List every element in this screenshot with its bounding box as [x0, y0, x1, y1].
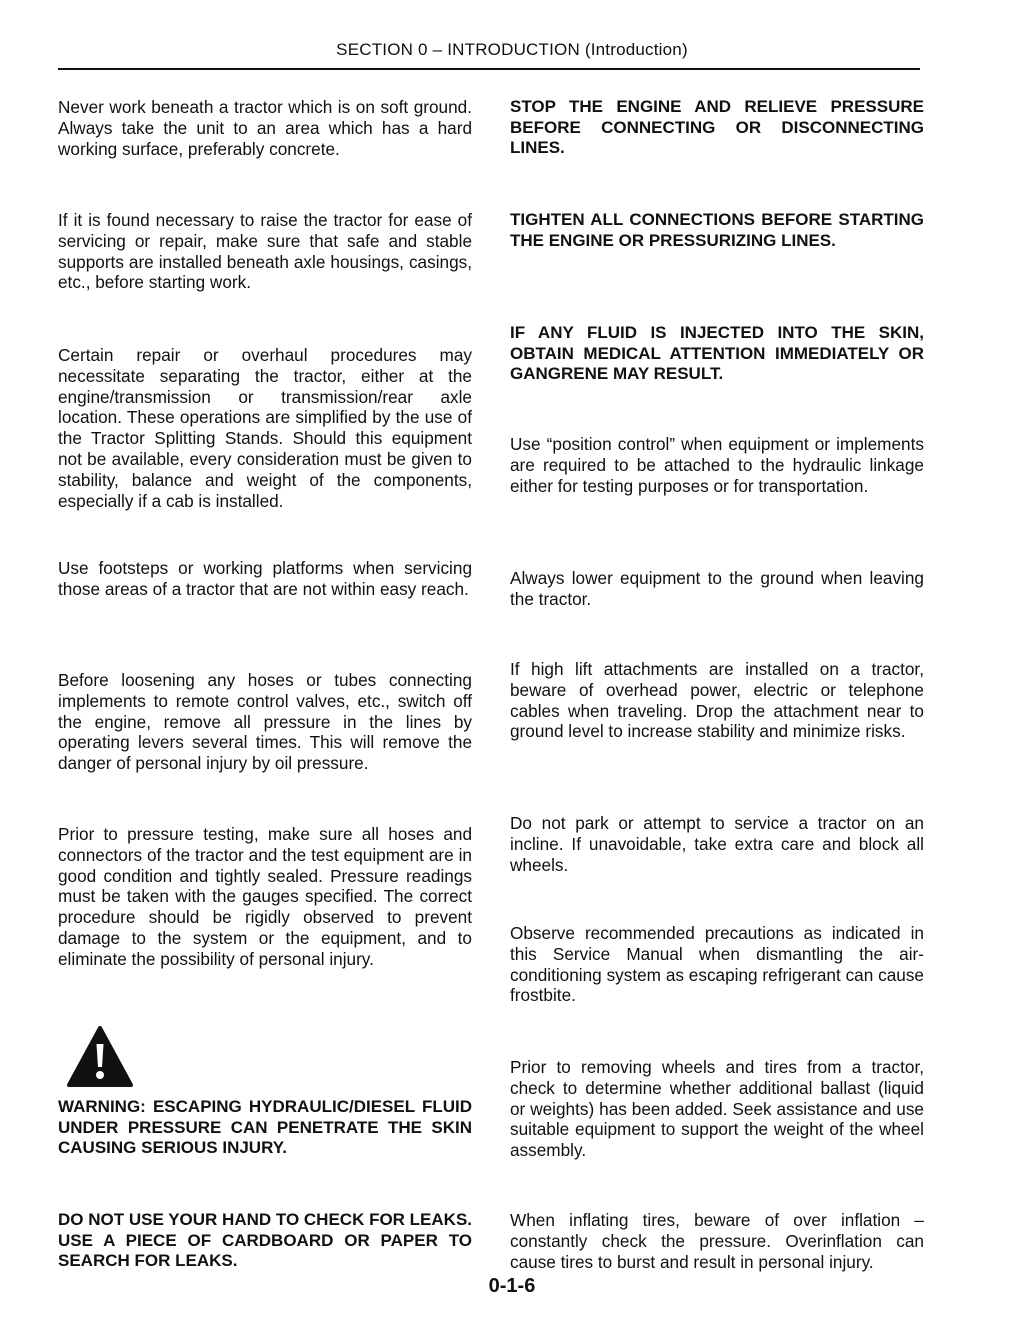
- leak-check-warning: DO NOT USE YOUR HAND TO CHECK FOR LEAKS. USE A PIECE OF CARDBOARD OR PAPER TO SEARCH FOR LEAKS.: [58, 1210, 473, 1271]
- paragraph-pressure-testing: Prior to pressure testing, make sure all hoses and connectors of the tractor and the test equipment are in good condition and tightly sealed. Pressure readings must be taken with the gauges specified. The correct procedure should be rigidly observed to prevent damage to the system or the equipment, and to eliminate the possibility of personal injury.: [58, 824, 472, 969]
- header-rule: [58, 68, 920, 70]
- paragraph-tire-inflation: When inflating tires, beware of over inflation – constantly check the pressure. Overinflation can cause tires to burst and result in personal injury.: [510, 1210, 924, 1272]
- section-header: SECTION 0 – INTRODUCTION (Introduction): [336, 40, 688, 59]
- page-number: 0-1-6: [488, 1275, 536, 1297]
- fluid-injection-warning: IF ANY FLUID IS INJECTED INTO THE SKIN, OBTAIN MEDICAL ATTENTION IMMEDIATELY OR GANGRENE MAY RESULT.: [510, 323, 924, 384]
- paragraph-loosening-hoses: Before loosening any hoses or tubes connecting implements to remote control valves, etc., switch off the engine, remove all pressure in the lines by operating levers several times. This will remove the danger of personal injury by oil pressure.: [58, 670, 472, 774]
- paragraph-high-lift: If high lift attachments are installed on a tractor, beware of overhead power, electric or telephone cables when traveling. Drop the attachment near to ground level to increase stability and minimize risks.: [510, 659, 924, 742]
- paragraph-footsteps: Use footsteps or working platforms when servicing those areas of a tractor that are not within easy reach.: [58, 558, 472, 599]
- paragraph-position-control: Use “position control” when equipment or implements are required to be attached to the hydraulic linkage either for testing purposes or for transportation.: [510, 434, 924, 496]
- paragraph-incline: Do not park or attempt to service a tractor on an incline. If unavoidable, take extra care and block all wheels.: [510, 813, 924, 875]
- paragraph-air-conditioning: Observe recommended precautions as indicated in this Service Manual when dismantling the air-conditioning system as escaping refrigerant can cause frostbite.: [510, 923, 924, 1006]
- tighten-connections-warning: TIGHTEN ALL CONNECTIONS BEFORE STARTING THE ENGINE OR PRESSURIZING LINES.: [510, 210, 924, 250]
- paragraph-lower-equipment: Always lower equipment to the ground when leaving the tractor.: [510, 568, 924, 609]
- warning-text: WARNING: ESCAPING HYDRAULIC/DIESEL FLUID UNDER PRESSURE CAN PENETRATE THE SKIN CAUSING SERIOUS INJURY.: [58, 1097, 472, 1158]
- warning-triangle-icon: [66, 1025, 134, 1088]
- paragraph-soft-ground: Never work beneath a tractor which is on soft ground. Always take the unit to an area which has a hard working surface, preferably concrete.: [58, 97, 472, 159]
- paragraph-wheel-removal: Prior to removing wheels and tires from a tractor, check to determine whether additional ballast (liquid or weights) has been added. Seek assistance and use suitable equipment to support the weight of the wheel assembly.: [510, 1057, 924, 1161]
- paragraph-splitting: Certain repair or overhaul procedures may necessitate separating the tractor, either at the engine/transmission or transmission/rear axle location. These operations are simplified by the use of the Tractor Splitting Stands. Should this equipment not be available, every consideration must be given to stability, balance and weight of the components, especially if a cab is installed.: [58, 345, 472, 511]
- stop-engine-warning: STOP THE ENGINE AND RELIEVE PRESSURE BEFORE CONNECTING OR DISCONNECTING LINES.: [510, 97, 924, 158]
- paragraph-raise-tractor: If it is found necessary to raise the tractor for ease of servicing or repair, make sure that safe and stable supports are installed beneath axle housings, casings, etc., before starting work.: [58, 210, 472, 293]
